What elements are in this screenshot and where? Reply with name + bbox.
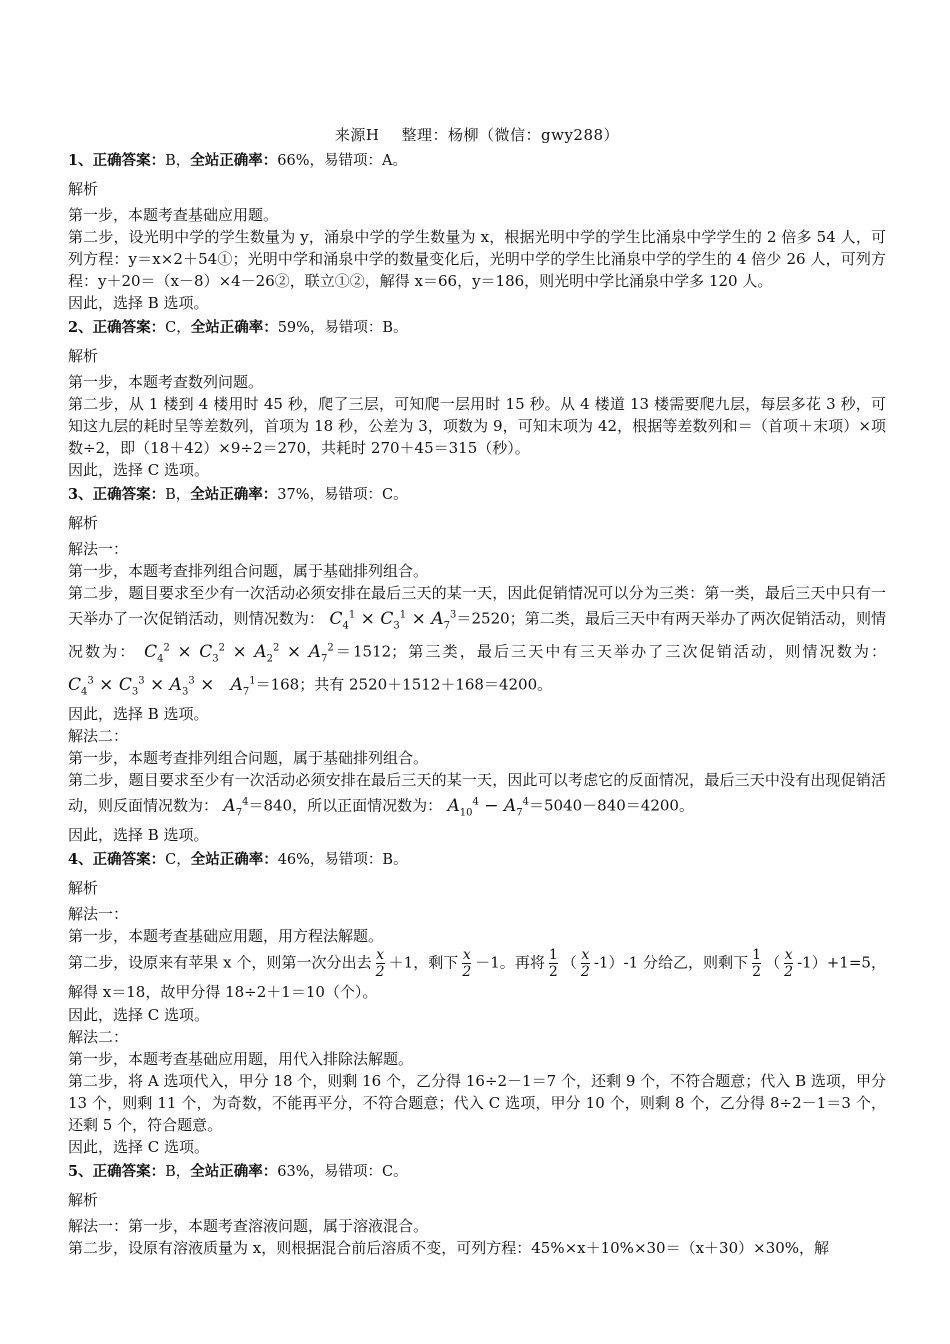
rate-value: 46%，易错项：B。 bbox=[277, 852, 408, 869]
question-2 bbox=[68, 317, 886, 481]
answer-label: 2、正确答案： bbox=[68, 319, 166, 336]
text-run: -1）-1 分给乙，则剩下 bbox=[593, 953, 749, 972]
rate-value: 63%，易错项：C。 bbox=[277, 1164, 408, 1181]
text-run: -1）+1=5，解得 x＝18，故甲分得 18÷2＋1＝10（个）。 bbox=[68, 953, 886, 1002]
rate-value: 59%，易错项：B。 bbox=[277, 320, 408, 336]
answer-label: 5、正确答案： bbox=[68, 1163, 166, 1181]
fraction-x-over-2: $\frac{x}{2}$ bbox=[375, 947, 385, 981]
method-label: 解法二： bbox=[68, 1028, 129, 1047]
fraction-1-over-2: $\frac{1}{2}$ bbox=[548, 947, 558, 981]
paragraph: 第一步，本题考查数列问题。 bbox=[68, 373, 264, 391]
text-run: （ bbox=[765, 953, 781, 972]
paragraph: 因此，选择 C 选项。 bbox=[68, 1006, 210, 1025]
text-run: ＝1512；第三类，最后三天中有三天举办了三次促销活动，则情况数为： bbox=[333, 642, 887, 661]
question-5 bbox=[68, 1161, 886, 1259]
text-run: 第二步，设原来有苹果 x 个，则第一次分出去 bbox=[68, 953, 372, 972]
rate-label: 全站正确率： bbox=[190, 319, 278, 336]
analysis-label: 解析 bbox=[68, 879, 99, 898]
answer-line bbox=[68, 484, 886, 506]
document-header bbox=[68, 124, 886, 145]
editor-label: 整理：杨柳（微信：gwy288） bbox=[401, 126, 620, 144]
paragraph: 第一步，本题考查基础应用题，用代入排除法解题。 bbox=[68, 1050, 414, 1069]
text-run: 第二步，题目要求至少有一次活动必须安排在最后三天的某一天，因此促销情况可以分为三类：第一类，最后三天中只有一天举办了一次促销活动，则情况数为： bbox=[68, 584, 886, 628]
fraction-x-over-2: $\frac{x}{2}$ bbox=[462, 947, 472, 981]
analysis-label: 解析 bbox=[68, 180, 99, 198]
source-label: 来源H bbox=[334, 126, 380, 144]
text-run: 第二步，题目要求至少有一次活动必须安排在最后三天的某一天，因此可以考虑它的反面情况，最后三天中没有出现促销活动，则反面情况数为： bbox=[68, 771, 886, 815]
document-page bbox=[68, 124, 886, 1259]
analysis-label: 解析 bbox=[68, 347, 99, 365]
answer-line bbox=[68, 849, 886, 871]
paragraph: 第二步，设原有溶液质量为 x，则根据混合前后溶质不变，可列方程：45%×x＋10%×30＝（x＋30）×30%，解 bbox=[68, 1239, 830, 1258]
analysis-label: 解析 bbox=[68, 514, 99, 532]
paragraph: 第一步，本题考查排列组合问题，属于基础排列组合。 bbox=[68, 749, 429, 768]
paragraph: 第一步，本题考查排列组合问题，属于基础排列组合。 bbox=[68, 562, 429, 580]
paragraph: 第二步，将 A 选项代入，甲分 18 个，则剩 16 个，乙分得 16÷2－1＝7 个，还剩 9 个，不符合题意；代入 B 选项，甲分 13 个，则剩 11 个，为奇数，不能再平分，不符合题意；代入 C 选项，甲分 10 个，则剩 8 个，乙分得 8÷2－1＝3 个，还剩 5 个，符合题意。 bbox=[68, 1072, 886, 1135]
rate-label: 全站正确率： bbox=[190, 152, 278, 169]
paragraph: 因此，选择 C 选项。 bbox=[68, 461, 210, 479]
answer-value: C， bbox=[165, 852, 191, 869]
rate-label: 全站正确率： bbox=[190, 851, 278, 869]
fraction-x-over-2: $\frac{x}{2}$ bbox=[580, 947, 590, 981]
answer-line bbox=[68, 1161, 886, 1183]
answer-label: 1、正确答案： bbox=[68, 152, 166, 169]
formula-c43-c33-a33-a17: $C_4^3 \times C_3^3 \times A_3^3$ × $A_7^1$ bbox=[68, 674, 256, 698]
text-run: （ bbox=[561, 953, 577, 972]
paragraph bbox=[68, 947, 886, 1004]
paragraph: 第二步，设光明中学的学生数量为 y，涌泉中学的学生数量为 x，根据光明中学的学生比涌泉中学学生的 2 倍多 54 人，可列方程：y＝x×2＋54①；光明中学和涌泉中学的数量变化后，光明中学的学生比涌泉中学的学生的 4 倍少 26 人，可列方程：y＋20＝（x－8）×4－26②，联立①②，解得 x＝66，y＝186，则光明中学比涌泉中学多 120 人。 bbox=[68, 228, 886, 290]
rate-value: 66%，易错项：A。 bbox=[277, 153, 407, 169]
text-run: ＝5040－840＝4200。 bbox=[528, 796, 694, 815]
paragraph: 因此，选择 B 选项。 bbox=[68, 826, 209, 845]
formula-c42-c32-a22-a27: $C_4^2 \times C_3^2 \times A_2^2 \times A_7^2$ bbox=[144, 641, 334, 665]
paragraph: 第一步，本题考查基础应用题。 bbox=[68, 206, 279, 224]
answer-value: C， bbox=[165, 320, 191, 336]
text-run: ＝2520；第二类，最后三天中有两天举办了两次促销活动，则情况数为： bbox=[68, 609, 887, 661]
text-run: ＝168；共有 2520＋1512＋168＝4200。 bbox=[255, 675, 553, 694]
method-label: 解法一： bbox=[68, 540, 129, 558]
text-run: ＝840，所以正面情况数为： bbox=[248, 796, 443, 815]
answer-label: 4、正确答案： bbox=[68, 851, 166, 869]
paragraph: 因此，选择 B 选项。 bbox=[68, 705, 209, 724]
fraction-1-over-2: $\frac{1}{2}$ bbox=[752, 947, 762, 981]
answer-value: B， bbox=[165, 487, 191, 503]
formula-a47: $A_7^4$ bbox=[223, 795, 249, 819]
answer-label: 3、正确答案： bbox=[68, 486, 166, 503]
formula-a410-minus-a47: $A_{10}^4 - A_7^4$ bbox=[447, 795, 529, 819]
analysis-label: 解析 bbox=[68, 1191, 99, 1210]
question-1 bbox=[68, 150, 886, 314]
question-3 bbox=[68, 484, 886, 846]
paragraph bbox=[68, 582, 886, 703]
answer-line bbox=[68, 150, 886, 172]
question-4 bbox=[68, 849, 886, 1158]
paragraph: 第一步，本题考查基础应用题，用方程法解题。 bbox=[68, 927, 384, 946]
fraction-x-over-2: $\frac{x}{2}$ bbox=[784, 947, 794, 981]
method-label: 解法一： bbox=[68, 905, 129, 924]
paragraph: 因此，选择 C 选项。 bbox=[68, 1138, 210, 1157]
paragraph: 解法一：第一步，本题考查溶液问题，属于溶液混合。 bbox=[68, 1217, 429, 1236]
answer-value: B， bbox=[165, 153, 191, 169]
paragraph bbox=[68, 769, 886, 824]
answer-line bbox=[68, 317, 886, 339]
paragraph: 第二步，从 1 楼到 4 楼用时 45 秒，爬了三层，可知爬一层用时 15 秒。从 4 楼道 13 楼需要爬九层，每层多花 3 秒，可知这九层的耗时呈等差数列，首项为 18 秒，公差为 3，项数为 9，可知末项为 42，根据等差数列和＝（首项＋末项）×项数÷2，即（18＋42）×9÷2＝270，共耗时 270＋45＝315（秒）。 bbox=[68, 395, 886, 457]
answer-value: B， bbox=[165, 1164, 191, 1181]
method-label: 解法二： bbox=[68, 727, 129, 746]
formula-c41-c31-a37: $C_4^1 \times C_3^1 \times A_7^3$ bbox=[329, 608, 457, 632]
rate-value: 37%，易错项：C。 bbox=[277, 487, 408, 503]
rate-label: 全站正确率： bbox=[190, 486, 278, 503]
paragraph: 因此，选择 B 选项。 bbox=[68, 294, 209, 312]
text-run: ＋1，剩下 bbox=[388, 953, 459, 972]
text-run: －1。再将 bbox=[475, 953, 545, 972]
rate-label: 全站正确率： bbox=[190, 1163, 278, 1181]
